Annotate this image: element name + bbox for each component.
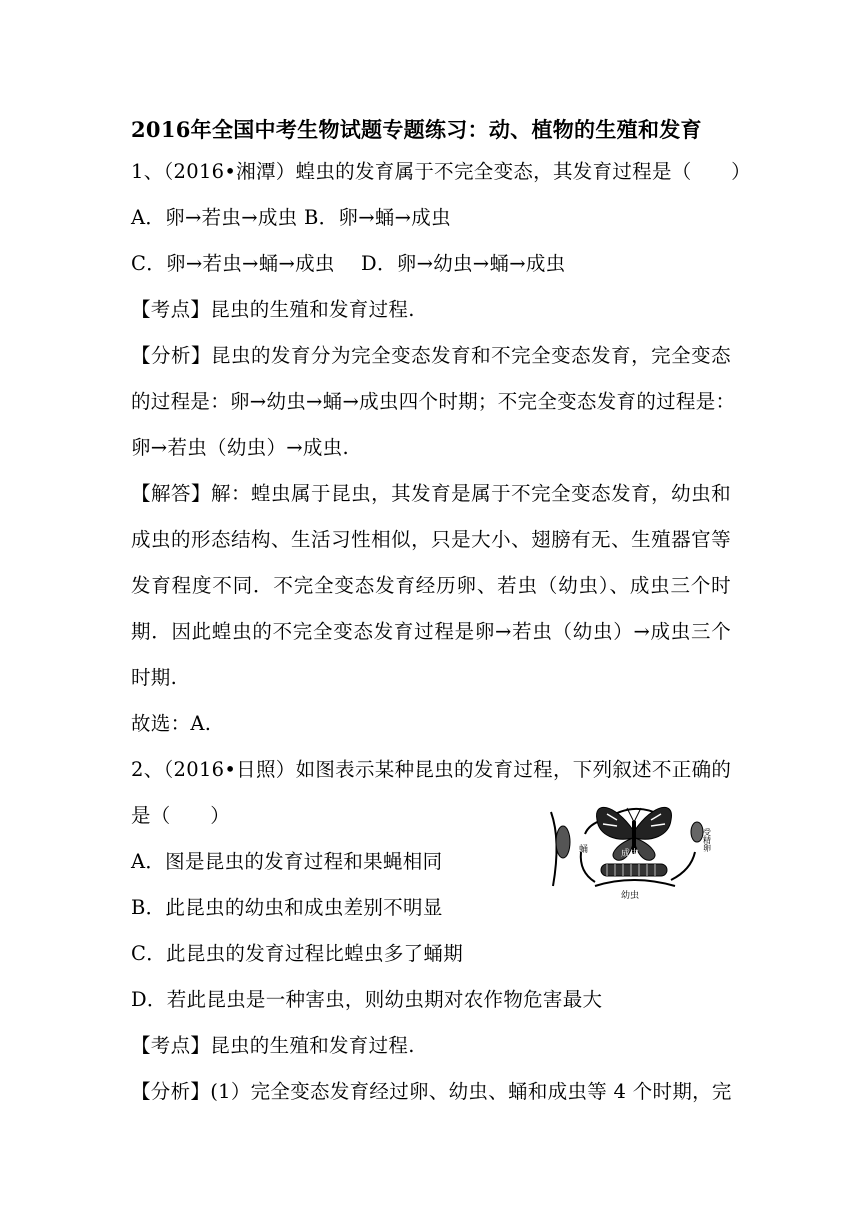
q2-stem-line-1: 2、（2016•日照）如图表示某种昆虫的发育过程，下列叙述不正确的 [131,758,732,781]
q2-stem-line-2: 是（ ） [131,804,231,827]
q2-analysis-line-1: 【分析】(1）完全变态发育经过卵、幼虫、蛹和成虫等 4 个时期，完 [131,1080,732,1103]
q2-option-a: A．图是昆虫的发育过程和果蝇相同 [131,850,443,873]
q1-analysis-line-1: 【分析】昆虫的发育分为完全变态发育和不完全变态发育，完全变态 [131,344,731,367]
q2-option-d: D．若此昆虫是一种害虫，则幼虫期对农作物危害最大 [131,988,603,1011]
q1-option-cd: C．卵→若虫→蛹→成虫 D．卵→幼虫→蛹→成虫 [131,252,566,275]
insect-lifecycle-figure [545,790,723,902]
q1-solution-line-2: 成虫的形态结构、生活习性相似，只是大小、翅膀有无、生殖器官等 [131,528,731,551]
q1-solution-line-5: 时期. [131,666,178,689]
label-pupa: 蛹 [579,845,589,855]
q1-analysis-line-2: 的过程是：卵→幼虫→蛹→成虫四个时期；不完全变态发育的过程是： [131,390,736,413]
page-title: 2016年全国中考生物试题专题练习：动、植物的生殖和发育 [131,117,702,142]
q2-option-b: B．此昆虫的幼虫和成虫差别不明显 [131,896,443,919]
q2-option-c: C．此昆虫的发育过程比蝗虫多了蛹期 [131,942,464,965]
lifecycle-diagram [545,790,723,902]
q1-solution-line-4: 期．因此蝗虫的不完全变态发育过程是卵→若虫（幼虫）→成虫三个 [131,620,731,643]
q1-solution-line-1: 【解答】解：蝗虫属于昆虫，其发育是属于不完全变态发育，幼虫和 [131,482,731,505]
q1-option-ab: A．卵→若虫→成虫 B．卵→蛹→成虫 [131,206,451,229]
q1-solution-line-3: 发育程度不同．不完全变态发育经历卵、若虫（幼虫）、成虫三个时 [131,574,731,597]
larva-icon [595,864,675,886]
q2-kaodian: 【考点】昆虫的生殖和发育过程. [131,1034,415,1057]
label-adult: 成虫 [621,849,640,859]
label-egg: 受精卵 [702,828,712,852]
q1-analysis-line-3: 卵→若虫（幼虫）→成虫. [131,436,349,459]
egg-icon [691,822,703,842]
pupa-icon [551,812,570,886]
label-larva: 幼虫 [621,891,640,901]
q1-kaodian: 【考点】昆虫的生殖和发育过程. [131,298,415,321]
arrow-larva-to-pupa [581,852,595,882]
arrow-egg-to-larva [671,852,695,880]
q1-stem: 1、（2016•湘潭）蝗虫的发育属于不完全变态，其发育过程是（ ） [131,160,751,183]
q1-answer: 故选：A. [131,712,212,735]
